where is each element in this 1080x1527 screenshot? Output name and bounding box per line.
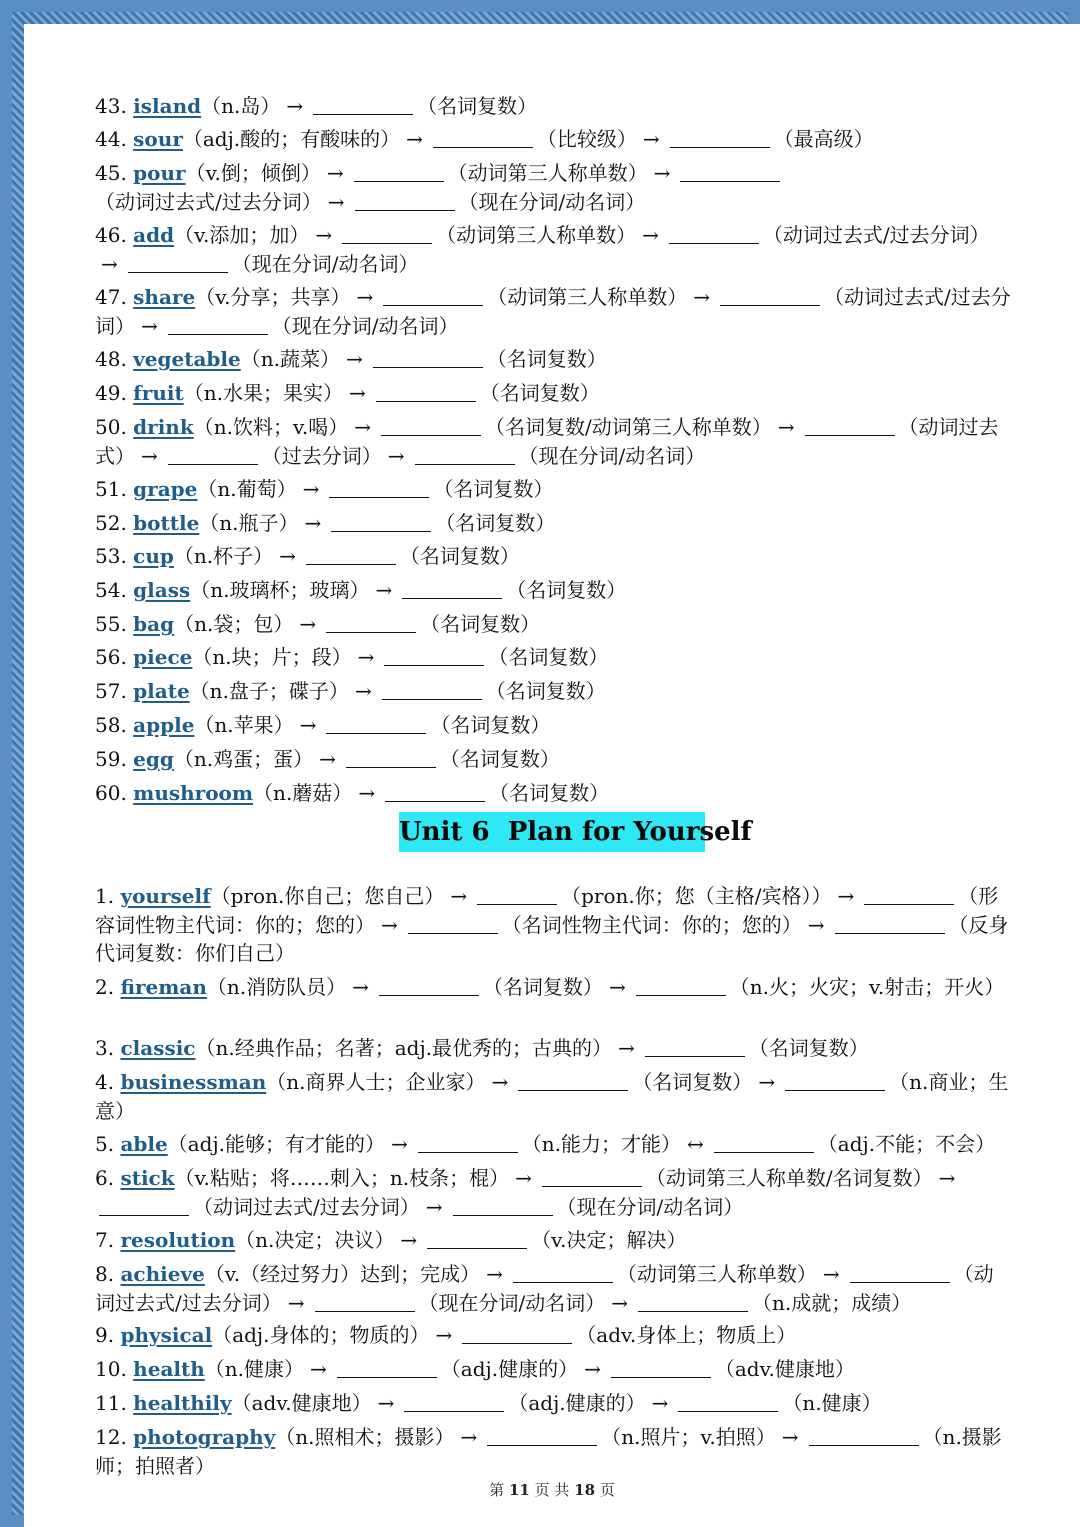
arrow-icon: → [642, 223, 659, 247]
word-form-description: （n.商界人士；企业家） [266, 1070, 486, 1094]
vocab-entry [95, 973, 1011, 1002]
entry-number: 58. [95, 713, 127, 737]
vocab-word: share [133, 285, 196, 309]
answer-blank [805, 415, 895, 436]
answer-blank [785, 1070, 885, 1091]
word-form-description: （pron.你自己；您自己） [210, 884, 445, 908]
answer-blank [342, 223, 432, 244]
word-form-description: （名词复数） [433, 477, 554, 501]
vocab-entry [95, 1226, 1011, 1255]
word-form-description: （n.岛） [201, 94, 281, 118]
entry-number: 11. [95, 1391, 127, 1415]
arrow-icon: → [822, 1262, 840, 1286]
word-form-description: （名词复数） [399, 544, 520, 568]
vocab-word: yourself [120, 884, 211, 908]
vocab-word: grape [133, 477, 198, 501]
entry-number: 47. [95, 285, 127, 309]
vocab-word: fruit [133, 381, 184, 405]
vocab-entry [95, 125, 1011, 154]
word-form-description: （名词复数） [486, 347, 607, 371]
arrow-icon: → [299, 612, 317, 636]
arrow-icon: → [348, 381, 366, 405]
entry-number: 48. [95, 347, 127, 371]
word-form-description: （n.瓶子） [199, 511, 299, 535]
answer-blank [418, 1132, 518, 1153]
vocab-word: resolution [120, 1228, 236, 1252]
word-form-description: （v.分享；共享） [195, 285, 351, 309]
arrow-icon: → [406, 127, 423, 151]
answer-blank [542, 1166, 642, 1187]
arrow-icon: → [435, 1323, 453, 1347]
vocab-entry [95, 92, 1011, 121]
arrow-icon: → [357, 645, 375, 669]
arrow-icon: → [837, 884, 855, 908]
word-form-description: （动词过去式/过去分词） [95, 285, 1011, 338]
vocab-word: cup [133, 544, 174, 568]
vocab-entry [95, 1130, 1011, 1159]
word-form-description: （n.玻璃杯；玻璃） [190, 578, 370, 602]
word-form-description: （名词复数/动词第三人称单数） [485, 415, 772, 439]
answer-blank [168, 444, 258, 465]
vocab-word: classic [120, 1036, 196, 1060]
arrow-icon: → [354, 679, 372, 703]
vocab-entry [95, 1034, 1011, 1063]
word-form-description: （n.决定；决议） [235, 1228, 395, 1252]
arrow-icon: → [345, 347, 363, 371]
word-form-description: （最高级） [773, 127, 874, 151]
vocab-word: sour [133, 127, 183, 151]
page-footer [24, 1479, 1080, 1500]
entry-number: 4. [95, 1070, 115, 1094]
vocab-entry [95, 1164, 1011, 1221]
vocab-entry [95, 283, 1011, 340]
word-form-description: （现在分词/动名词） [271, 313, 459, 338]
word-form-description: （过去分词） [261, 443, 382, 468]
answer-blank [329, 477, 429, 498]
word-form-description: （adj.身体的；物质的） [212, 1323, 430, 1347]
vocab-entry [95, 542, 1011, 571]
word-form-description: （名词复数） [417, 94, 538, 118]
answer-blank [850, 1262, 950, 1283]
word-form-description: （现在分词/动名词） [518, 443, 706, 468]
arrow-icon: → [326, 161, 344, 185]
arrow-icon: → [377, 1391, 395, 1415]
vocab-word: glass [133, 578, 191, 602]
word-form-description: （adv.健康地） [231, 1391, 372, 1415]
word-form-description: （n.葡萄） [197, 477, 297, 501]
arrow-icon: → [781, 1425, 799, 1449]
footer-mid: 页 共 [534, 1481, 570, 1499]
word-form-description: （v.粘贴；将……刺入；n.枝条；棍） [174, 1166, 510, 1190]
arrow-icon: → [515, 1166, 532, 1190]
vocab-word: vegetable [133, 347, 241, 371]
answer-blank [513, 1262, 613, 1283]
word-form-description: （n.健康） [782, 1391, 882, 1415]
vocab-word: drink [133, 415, 194, 439]
answer-blank [376, 381, 476, 402]
unit-heading: Unit 6 Plan for Yourself [399, 812, 705, 852]
vocab-entry [95, 1260, 1011, 1317]
word-form-description: （n.袋；包） [174, 612, 294, 636]
vocab-word: add [133, 223, 175, 247]
arrow-icon: → [491, 1070, 509, 1094]
word-form-description: （名词复数） [435, 511, 556, 535]
entry-number: 12. [95, 1425, 127, 1449]
arrow-icon: → [375, 578, 393, 602]
word-form-description: （v.添加；加） [174, 223, 310, 247]
vocab-word: healthily [133, 1391, 232, 1415]
word-form-description: （动词过去式/过去分词） [95, 189, 322, 214]
vocab-entry [95, 413, 1011, 470]
answer-blank [385, 781, 485, 802]
arrow-icon: → [938, 1166, 956, 1190]
double-arrow-icon: ↔ [687, 1132, 704, 1156]
arrow-icon: → [286, 94, 304, 118]
word-form-description: （adj.酸的；有酸味的） [182, 127, 401, 151]
arrow-icon: → [391, 1132, 408, 1156]
vocab-word: achieve [120, 1262, 205, 1286]
arrow-icon: → [460, 1425, 478, 1449]
arrow-icon: → [584, 1357, 601, 1381]
arrow-icon: → [304, 511, 322, 535]
word-form-description: （n.经典作品；名著；adj.最优秀的；古典的） [195, 1036, 613, 1060]
word-form-description: （动词第三人称单数） [487, 285, 688, 309]
answer-blank [477, 884, 557, 905]
vocab-entry [95, 1423, 1011, 1480]
answer-blank [678, 1391, 778, 1412]
answer-blank [326, 612, 416, 633]
answer-blank [427, 1228, 527, 1249]
answer-blank [680, 161, 780, 182]
answer-blank [404, 1391, 504, 1412]
vocab-entry [95, 1389, 1011, 1418]
entry-number: 9. [95, 1323, 115, 1347]
entry-number: 53. [95, 544, 127, 568]
arrow-icon: → [608, 975, 626, 999]
vocab-word: island [133, 94, 202, 118]
answer-blank [518, 1070, 628, 1091]
arrow-icon: → [287, 1290, 305, 1315]
word-form-description: （动词过去式/过去分词） [762, 223, 990, 247]
answer-blank [402, 578, 502, 599]
arrow-icon: → [101, 251, 118, 276]
vocab-entry [95, 159, 1011, 216]
entry-number: 59. [95, 747, 127, 771]
vocab-word: pour [133, 161, 186, 185]
answer-blank [720, 285, 820, 306]
word-form-description: （名词复数） [439, 747, 560, 771]
vocab-word: photography [133, 1425, 276, 1449]
vocab-word: stick [120, 1166, 175, 1190]
arrow-icon: → [141, 443, 158, 468]
word-form-description: （n.能力；才能） [521, 1132, 682, 1156]
word-form-description: （名词复数） [479, 381, 600, 405]
word-form-description: （adj.健康的） [440, 1357, 579, 1381]
word-form-description: （名词复数） [430, 713, 551, 737]
arrow-icon: → [693, 285, 711, 309]
answer-blank [714, 1132, 814, 1153]
vocab-word: mushroom [133, 781, 254, 805]
word-form-description: （现在分词/动名词） [418, 1290, 606, 1315]
vocab-word: apple [133, 713, 195, 737]
word-form-description: （n.成就；成绩） [752, 1290, 912, 1315]
answer-blank [636, 975, 726, 996]
word-form-description: （n.饮料；v.喝） [193, 415, 349, 439]
answer-blank [382, 679, 482, 700]
answer-blank [381, 415, 481, 436]
vocab-entry [95, 576, 1011, 605]
arrow-icon: → [450, 884, 468, 908]
vocab-word: piece [133, 645, 193, 669]
word-form-description: （pron.你；您（主格/宾格）） [561, 884, 832, 908]
entry-number: 51. [95, 477, 127, 501]
entry-number: 3. [95, 1036, 115, 1060]
vocab-word: bag [133, 612, 175, 636]
word-form-description: （adj.能够；有才能的） [167, 1132, 386, 1156]
arrow-icon: → [141, 313, 158, 338]
answer-blank [835, 913, 945, 934]
arrow-icon: → [653, 161, 671, 185]
vocab-word: plate [133, 679, 190, 703]
arrow-icon: → [315, 223, 333, 247]
word-form-description: （n.健康） [204, 1357, 305, 1381]
answer-blank [315, 1291, 415, 1312]
vocab-entry [95, 1068, 1011, 1125]
entry-number: 49. [95, 381, 127, 405]
arrow-icon: → [777, 415, 795, 439]
word-form-description: （v.倒；倾倒） [185, 161, 321, 185]
arrow-icon: → [807, 912, 825, 937]
arrow-icon: → [618, 1036, 635, 1060]
word-form-description: （动词第三人称单数） [447, 161, 648, 185]
word-form-description: （现在分词/动名词） [231, 251, 419, 276]
word-form-description: （名词复数） [632, 1070, 753, 1094]
word-form-description: （n.摄影师；拍照者） [95, 1425, 1002, 1478]
footer-total-pages: 18 [574, 1481, 596, 1499]
entry-number: 45. [95, 161, 127, 185]
answer-blank [355, 190, 455, 211]
word-form-description: （n.水果；果实） [183, 381, 343, 405]
word-form-description: （n.盘子；碟子） [189, 679, 349, 703]
answer-blank [384, 645, 484, 666]
arrow-icon: → [651, 1391, 669, 1415]
word-form-description: （adj.健康的） [508, 1391, 646, 1415]
vocab-word: fireman [120, 975, 207, 999]
answer-blank [809, 1425, 919, 1446]
entry-number: 43. [95, 94, 127, 118]
arrow-icon: → [758, 1070, 776, 1094]
word-form-description: （名词复数） [488, 645, 609, 669]
word-form-description: （n.蔬菜） [240, 347, 340, 371]
word-form-description: （现在分词/动名词） [556, 1194, 744, 1219]
arrow-icon: → [358, 781, 376, 805]
answer-blank [354, 161, 444, 182]
answer-blank [487, 1425, 597, 1446]
answer-blank [864, 884, 954, 905]
word-form-description: （v.决定；解决） [531, 1228, 687, 1252]
word-form-description: （现在分词/动名词） [458, 189, 646, 214]
word-form-description: （n.照片；v.拍照） [601, 1425, 776, 1449]
word-form-description: （n.火；火灾；v.射击；开火） [729, 975, 1005, 999]
answer-blank [462, 1323, 572, 1344]
arrow-icon: → [354, 415, 371, 439]
answer-blank [128, 252, 228, 273]
answer-blank [433, 127, 533, 148]
vocab-entry [95, 745, 1011, 774]
answer-blank [669, 223, 759, 244]
worksheet-page [24, 24, 1080, 1527]
vocab-entry [95, 379, 1011, 408]
entry-number: 6. [95, 1166, 115, 1190]
answer-blank [331, 511, 431, 532]
entry-number: 5. [95, 1132, 115, 1156]
entry-number: 46. [95, 223, 127, 247]
answer-blank [670, 127, 770, 148]
vocab-word: able [120, 1132, 168, 1156]
answer-blank [638, 1291, 748, 1312]
vocab-entry [95, 221, 1011, 278]
arrow-icon: → [611, 1290, 629, 1315]
vocab-word: egg [133, 747, 174, 771]
vocab-entry [95, 711, 1011, 740]
word-form-description: （动词过去式/过去分词） [95, 1262, 994, 1315]
word-form-description: （n.商业；生意） [95, 1070, 1009, 1123]
footer-suffix: 页 [599, 1481, 615, 1499]
word-form-description: （adj.不能；不会） [817, 1132, 996, 1156]
word-form-description: （n.消防队员） [206, 975, 347, 999]
answer-blank [337, 1357, 437, 1378]
entry-number: 52. [95, 511, 127, 535]
word-form-description: （n.块；片；段） [192, 645, 352, 669]
footer-prefix: 第 [489, 1481, 505, 1499]
word-form-description: （名词性物主代词：你的；您的） [501, 912, 802, 937]
word-form-description: （动词第三人称单数） [436, 223, 637, 247]
answer-blank [415, 444, 515, 465]
entry-number: 1. [95, 884, 115, 908]
answer-blank [373, 347, 483, 368]
word-form-description: （动词过去式） [95, 415, 999, 468]
entry-number: 50. [95, 415, 127, 439]
answer-blank [168, 314, 268, 335]
word-form-description: （比较级） [536, 127, 637, 151]
vocab-entry [95, 475, 1011, 504]
answer-blank [408, 913, 498, 934]
arrow-icon: → [352, 975, 369, 999]
answer-blank [313, 94, 413, 115]
word-form-description: （动词过去式/过去分词） [193, 1194, 420, 1219]
answer-blank [99, 1195, 189, 1216]
arrow-icon: → [400, 1228, 418, 1252]
word-form-description: （名词复数） [482, 975, 603, 999]
arrow-icon: → [486, 1262, 503, 1286]
answer-blank [453, 1195, 553, 1216]
entry-number: 44. [95, 127, 127, 151]
word-form-description: （名词复数） [489, 781, 610, 805]
word-form-description: （adv.健康地） [714, 1357, 855, 1381]
word-form-description: （动词第三人称单数/名词复数） [645, 1166, 933, 1190]
answer-blank [306, 544, 396, 565]
answer-blank [379, 975, 479, 996]
vocab-entry [95, 345, 1011, 374]
word-form-description: （v.（经过努力）达到；完成） [204, 1262, 481, 1286]
word-form-description: （名词复数） [485, 679, 606, 703]
word-form-description: （反身代词复数：你们自己） [95, 912, 1009, 965]
word-form-description: （名词复数） [748, 1036, 869, 1060]
vocab-entry [95, 882, 1011, 968]
word-form-description: （形容词性物主代词：你的；您的） [95, 884, 999, 937]
entry-number: 8. [95, 1262, 115, 1286]
word-form-description: （n.蘑菇） [253, 781, 353, 805]
entry-number: 2. [95, 975, 115, 999]
arrow-icon: → [356, 285, 374, 309]
answer-blank [383, 285, 483, 306]
entry-number: 7. [95, 1228, 115, 1252]
vocab-entry [95, 677, 1011, 706]
answer-blank [645, 1036, 745, 1057]
entry-number: 55. [95, 612, 127, 636]
word-form-description: （n.照相术；摄影） [275, 1425, 455, 1449]
word-form-description: （n.杯子） [173, 544, 274, 568]
vocab-entry [95, 643, 1011, 672]
vocab-entry [95, 1321, 1011, 1350]
arrow-icon: → [302, 477, 320, 501]
vocab-word: bottle [133, 511, 200, 535]
word-form-description: （n.鸡蛋；蛋） [173, 747, 314, 771]
arrow-icon: → [381, 912, 398, 937]
vocab-entry [95, 1355, 1011, 1384]
word-form-description: （n.苹果） [194, 713, 294, 737]
arrow-icon: → [299, 713, 317, 737]
arrow-icon: → [425, 1194, 443, 1219]
word-form-description: （名词复数） [420, 612, 541, 636]
entry-number: 56. [95, 645, 127, 669]
entry-number: 57. [95, 679, 127, 703]
arrow-icon: → [279, 544, 296, 568]
vocab-word: health [133, 1357, 205, 1381]
entry-number: 60. [95, 781, 127, 805]
word-form-description: （动词第三人称单数） [616, 1262, 817, 1286]
vocab-entry [95, 509, 1011, 538]
vocab-entry [95, 610, 1011, 639]
arrow-icon: → [642, 127, 660, 151]
word-form-description: （名词复数） [506, 578, 627, 602]
footer-page-number: 11 [508, 1481, 530, 1499]
entry-number: 54. [95, 578, 127, 602]
arrow-icon: → [327, 189, 345, 214]
answer-blank [326, 713, 426, 734]
vocab-word: physical [120, 1323, 213, 1347]
answer-blank [346, 747, 436, 768]
vocab-entry [95, 779, 1011, 808]
answer-blank [611, 1357, 711, 1378]
vocab-word: businessman [120, 1070, 267, 1094]
arrow-icon: → [387, 443, 405, 468]
arrow-icon: → [319, 747, 336, 771]
entry-number: 10. [95, 1357, 127, 1381]
arrow-icon: → [310, 1357, 327, 1381]
word-form-description: （adv.身体上；物质上） [576, 1323, 797, 1347]
